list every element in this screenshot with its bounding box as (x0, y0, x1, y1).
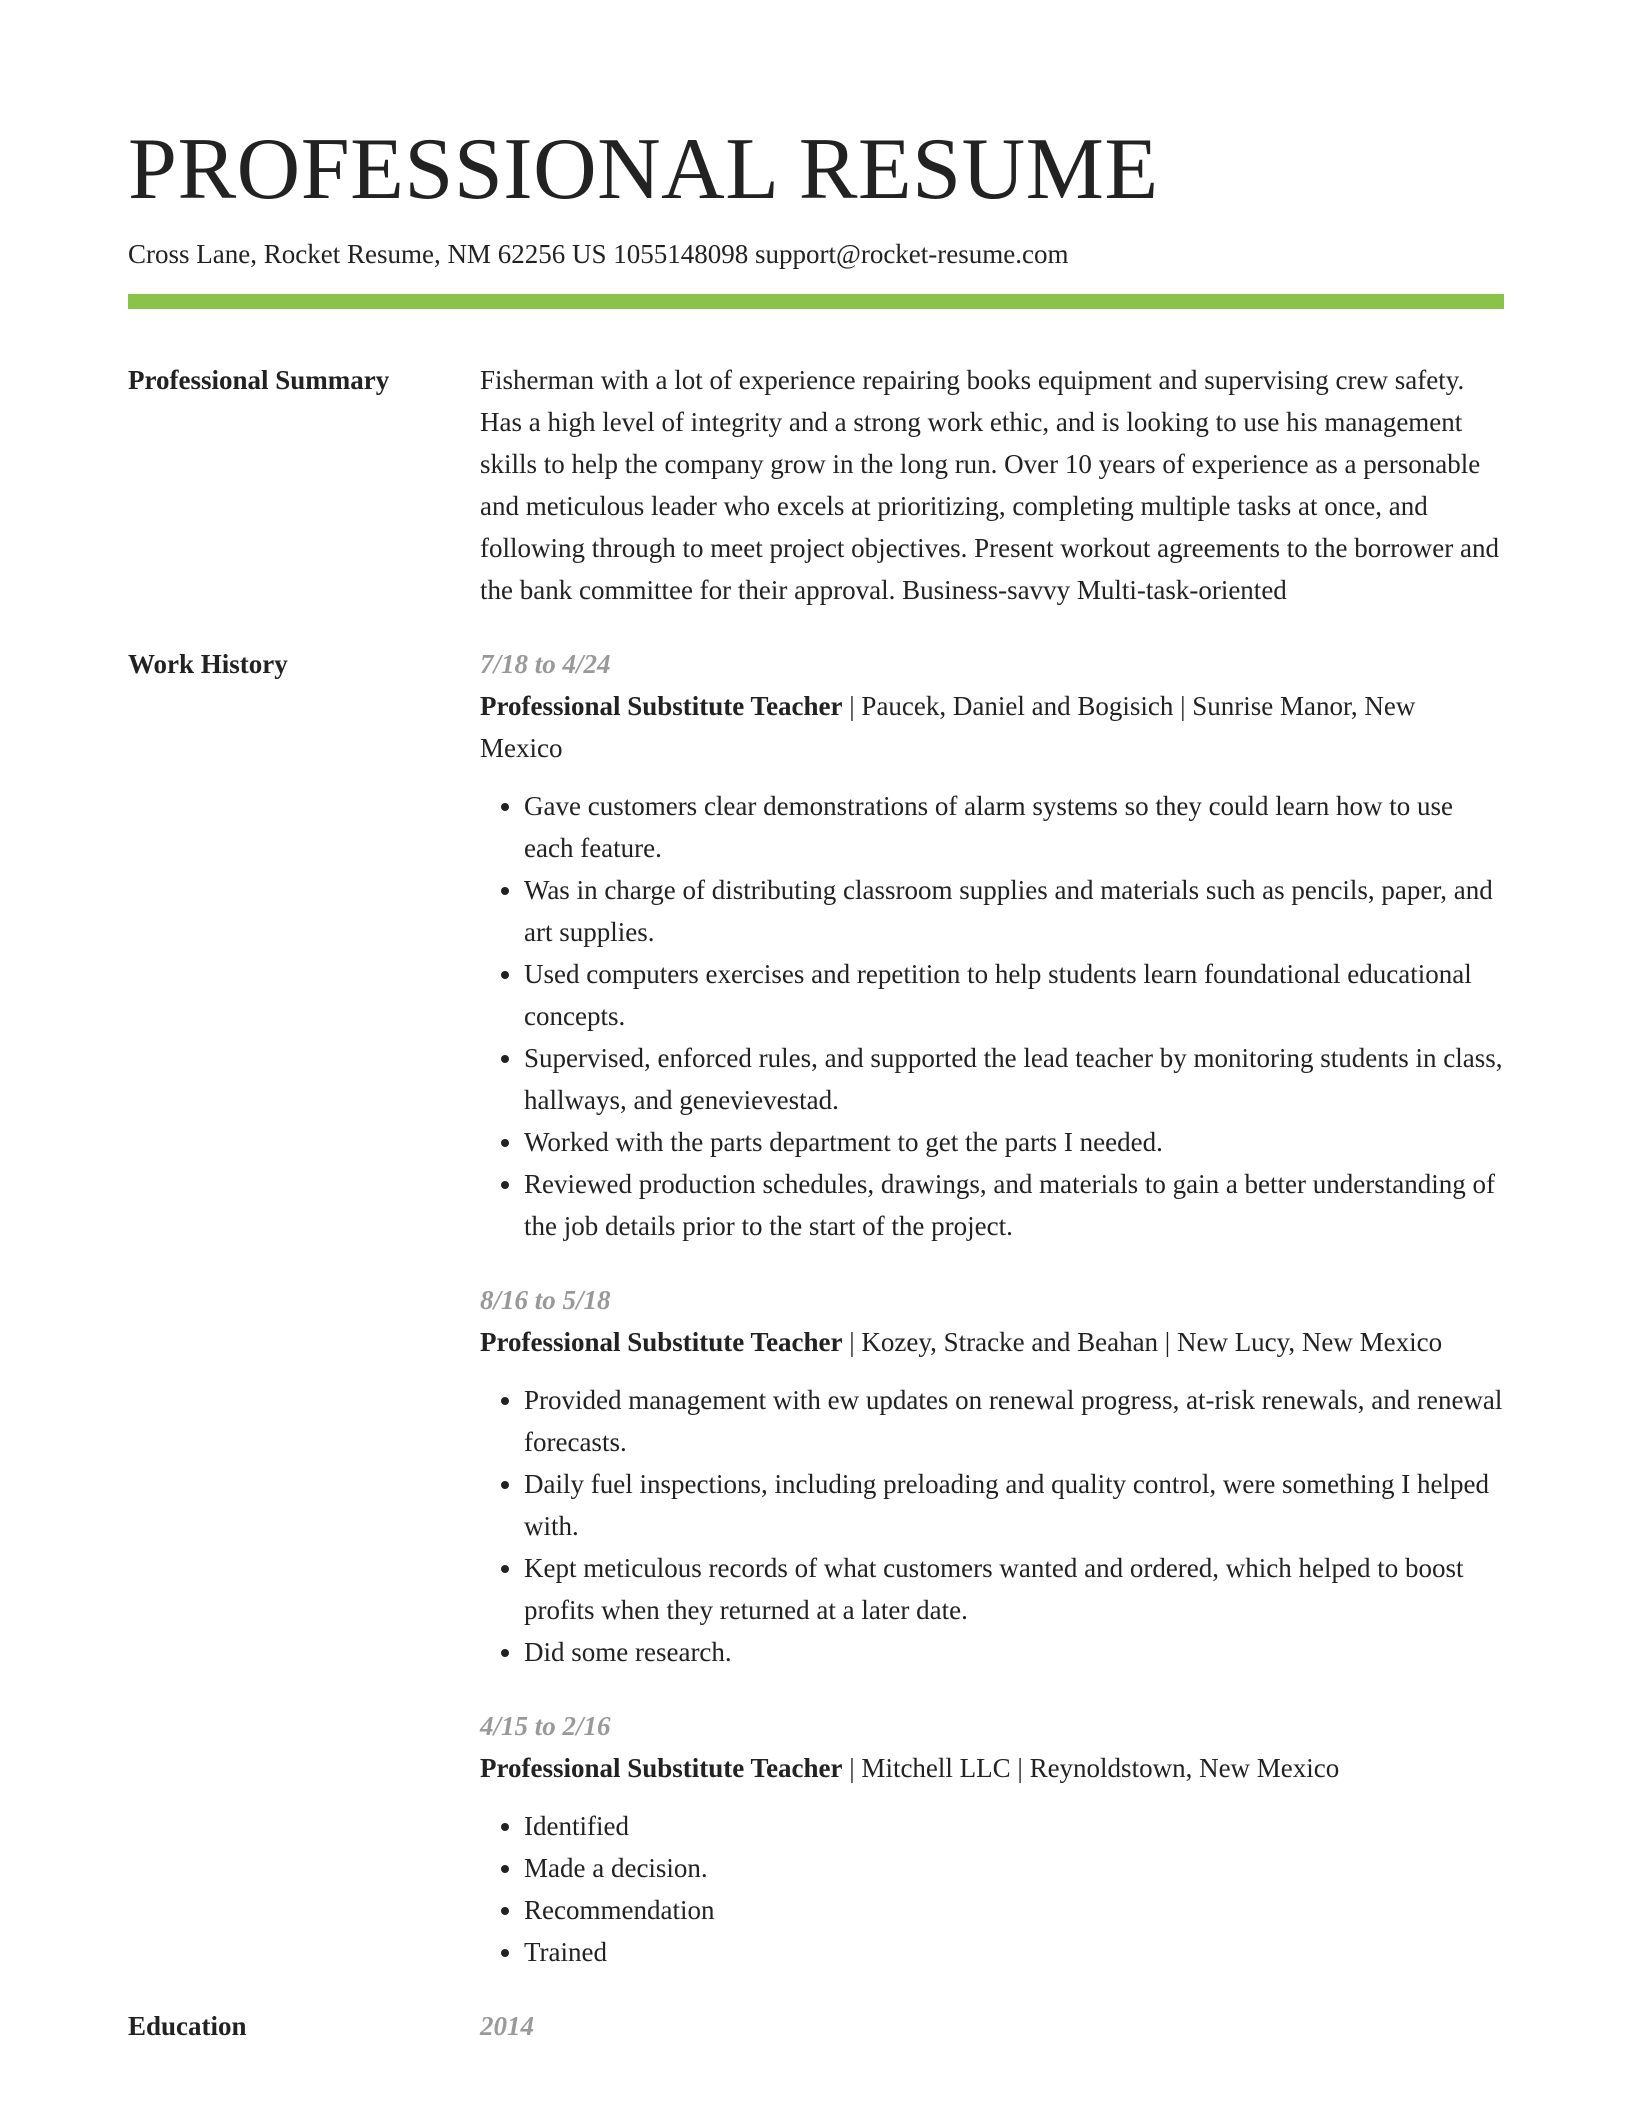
professional-summary-body (480, 359, 1504, 611)
education-dates: 2014 (480, 2011, 534, 2041)
job-duties-list (480, 1379, 1504, 1673)
summary-text: Fisherman with a lot of experience repairing books equipment and supervising crew safety. Has a high level of integrity and a strong work ethic, and is looking to use his management skills to help the company grow in the long run. Over 10 years of experience as a personable and meticulous leader who excels at prioritizing, completing multiple tasks at once, and following through to meet project objectives. Present workout agreements to the borrower and the bank committee for their approval. Business-savvy Multi-task-oriented (480, 365, 1499, 605)
resume-title: PROFESSIONAL RESUME (128, 121, 1159, 218)
job-dates: 8/16 to 5/18 (480, 1285, 611, 1315)
job-duty-item: • Trained (524, 1931, 1504, 1973)
job-duty-item: • Did some research. (524, 1631, 1504, 1673)
work-history-section (128, 643, 1504, 1973)
job-duty-item: • Daily fuel inspections, including preloading and quality control, were something I helped with. (524, 1463, 1504, 1547)
job-duty-item: • Reviewed production schedules, drawings, and materials to gain a better understanding of the job details prior to the start of the project. (524, 1163, 1504, 1247)
job-heading (480, 1321, 1504, 1363)
job-duty-item: • Identified (524, 1805, 1504, 1847)
section-label-education: Education (128, 2011, 247, 2041)
job-heading (480, 685, 1504, 769)
education-section (128, 2005, 1504, 2047)
job-employer-location: | Kozey, Stracke and Beahan | New Lucy, New Mexico (842, 1327, 1443, 1357)
job-duty-item: • Kept meticulous records of what customers wanted and ordered, which helped to boost profits when they returned at a later date. (524, 1547, 1504, 1631)
job-duty-item: • Provided management with ew updates on renewal progress, at-risk renewals, and renewal forecasts. (524, 1379, 1504, 1463)
job-duty-item: • Gave customers clear demonstrations of alarm systems so they could learn how to use each feature. (524, 785, 1504, 869)
job-heading (480, 1747, 1504, 1789)
accent-divider (128, 294, 1504, 309)
job-title: Professional Substitute Teacher (480, 1753, 843, 1783)
job-title: Professional Substitute Teacher (480, 691, 843, 721)
section-label-professional-summary: Professional Summary (128, 365, 390, 395)
job-duty-item: • Recommendation (524, 1889, 1504, 1931)
education-body (480, 2005, 1504, 2047)
job-employer-location: | Mitchell LLC | Reynoldstown, New Mexico (842, 1753, 1340, 1783)
job-duty-item: • Supervised, enforced rules, and supported the lead teacher by monitoring students in class, hallways, and genevievestad. (524, 1037, 1504, 1121)
job-duties-list (480, 1805, 1504, 1973)
job-entry (480, 1705, 1504, 1973)
job-duty-item: • Used computers exercises and repetition to help students learn foundational educational concepts. (524, 953, 1504, 1037)
resume-page (128, 0, 1504, 2047)
job-dates: 7/18 to 4/24 (480, 649, 611, 679)
professional-summary-section (128, 359, 1504, 611)
work-history-body (480, 643, 1504, 1973)
section-label-work-history: Work History (128, 649, 288, 679)
contact-line: Cross Lane, Rocket Resume, NM 62256 US 1055148098 support@rocket-resume.com (128, 239, 1069, 269)
job-entry (480, 1279, 1504, 1673)
job-duty-item: • Made a decision. (524, 1847, 1504, 1889)
job-employer-location: | Paucek, Daniel and Bogisich | Sunrise Manor, New Mexico (480, 691, 1416, 763)
job-duties-list (480, 785, 1504, 1247)
job-duty-item: • Worked with the parts department to get the parts I needed. (524, 1121, 1504, 1163)
job-title: Professional Substitute Teacher (480, 1327, 843, 1357)
job-dates: 4/15 to 2/16 (480, 1711, 611, 1741)
job-duty-item: • Was in charge of distributing classroom supplies and materials such as pencils, paper, and art supplies. (524, 869, 1504, 953)
job-entry (480, 643, 1504, 1247)
